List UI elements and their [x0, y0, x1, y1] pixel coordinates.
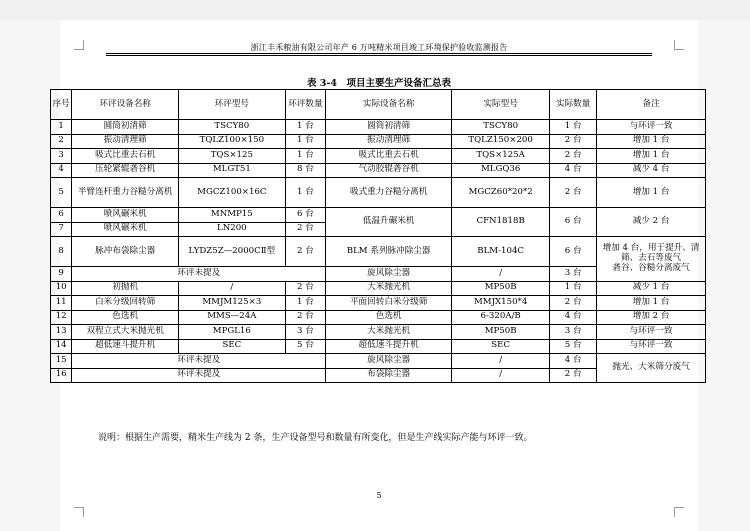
cell-eia-qty: 2 台 — [285, 222, 326, 237]
col-header: 备注 — [597, 90, 706, 120]
cell-act-name: 旋风除尘器 — [326, 267, 452, 282]
col-header: 实际型号 — [452, 90, 550, 120]
cell-no: 15 — [51, 354, 72, 369]
remark-text: 砻谷、谷糙分离废气 — [612, 262, 690, 273]
table-row — [51, 208, 706, 223]
table-header-row — [51, 90, 706, 120]
table-row — [51, 310, 706, 325]
cell-eia-name: 吸式比重去石机 — [72, 149, 179, 164]
cell-remark: 增加 2 台 — [597, 310, 706, 325]
cell-no: 10 — [51, 281, 72, 296]
cell-eia-qty: 8 台 — [285, 163, 326, 178]
cell-remark: 减少 2 台 — [597, 208, 706, 237]
cell-no: 4 — [51, 163, 72, 178]
cell-eia-name: 超低速斗提升机 — [72, 339, 179, 354]
cell-remark — [597, 237, 706, 282]
cell-act-model: / — [452, 368, 550, 383]
cell-no: 2 — [51, 134, 72, 149]
cell-act-model: CFN1818B — [452, 208, 550, 237]
cell-eia-name: 白米分级回转筛 — [72, 296, 179, 311]
header-rule — [106, 53, 652, 54]
cell-act-qty: 1 台 — [550, 120, 597, 135]
page-header: 浙江丰禾粮油有限公司年产 6 万吨精米项目竣工环境保护验收监测报告 — [250, 43, 508, 52]
cell-act-qty: 2 台 — [550, 368, 597, 383]
cell-eia-model: MMS—24A — [179, 310, 286, 325]
cell-eia-model: MLGT51 — [179, 163, 286, 178]
cell-act-name: 气动胶辊砻谷机 — [326, 163, 452, 178]
table-title: 表 3-4 项目主要生产设备汇总表 — [307, 78, 451, 89]
col-header: 序号 — [51, 90, 72, 120]
cell-no: 7 — [51, 222, 72, 237]
cell-act-model: MGCZ60*20*2 — [452, 178, 550, 208]
cell-eia-name: 双程立式大米抛光机 — [72, 325, 179, 340]
cell-act-qty: 4 台 — [550, 354, 597, 369]
cell-eia-qty: 2 台 — [285, 237, 326, 267]
cell-no: 6 — [51, 208, 72, 223]
cell-act-name: 布袋除尘器 — [326, 368, 452, 383]
cell-eia-model: MGCZ100×16C — [179, 178, 286, 208]
cell-remark: 增加 1 台 — [597, 296, 706, 311]
cell-remark: 减少 4 台 — [597, 163, 706, 178]
cell-eia-qty: 5 台 — [285, 339, 326, 354]
table-row — [51, 296, 706, 311]
cell-no: 8 — [51, 237, 72, 267]
cell-eia-name: 色选机 — [72, 310, 179, 325]
col-header: 环评设备名称 — [72, 90, 179, 120]
cell-remark: 增加 1 台 — [597, 134, 706, 149]
table-row — [51, 237, 706, 267]
cell-no: 1 — [51, 120, 72, 135]
cell-act-name: 大米抛光机 — [326, 325, 452, 340]
col-header: 环评数量 — [285, 90, 326, 120]
cell-eia-qty: 2 台 — [285, 281, 326, 296]
table-note: 说明：根据生产需要，精米生产线为 2 条，生产设备型号和数量有所变化，但是生产线实际产能与环评一致。 — [98, 433, 533, 443]
cell-eia-qty: 1 台 — [285, 134, 326, 149]
cell-act-name: 色选机 — [326, 310, 452, 325]
cell-act-name: 低温升碾米机 — [326, 208, 452, 237]
cell-no: 14 — [51, 339, 72, 354]
document-page — [52, 20, 700, 531]
cell-eia-model: TSCY80 — [179, 120, 286, 135]
cell-act-qty: 3 台 — [550, 267, 597, 282]
cell-act-name: 平面回转白米分级筛 — [326, 296, 452, 311]
cell-act-model: MLGQ36 — [452, 163, 550, 178]
cell-act-model: MP50B — [452, 281, 550, 296]
cell-eia-name: 喷风碾米机 — [72, 208, 179, 223]
cell-eia-name: 脉冲布袋除尘器 — [72, 237, 179, 267]
table-row — [51, 120, 706, 135]
cell-act-qty: 2 台 — [550, 178, 597, 208]
cell-act-model: BLM-104C — [452, 237, 550, 267]
cell-act-model: TSCY80 — [452, 120, 550, 135]
cell-remark: 增加 1 台 — [597, 149, 706, 164]
cell-eia-name: 圆筒初清筛 — [72, 120, 179, 135]
cell-remark: 与环评一致 — [597, 339, 706, 354]
remark-text: 增加 4 台，用于提升、清筛、去石等废气 — [602, 242, 700, 263]
cell-remark: 与环评一致 — [597, 120, 706, 135]
col-header: 环评型号 — [179, 90, 286, 120]
cell-eia-name: 振动清理筛 — [72, 134, 179, 149]
cell-eia-qty: 6 台 — [285, 208, 326, 223]
table-row — [51, 163, 706, 178]
viewer-toolbar-area — [0, 0, 750, 21]
cell-act-model: MMJX150*4 — [452, 296, 550, 311]
table-row — [51, 149, 706, 164]
cell-act-qty: 4 台 — [550, 163, 597, 178]
cell-eia-merged: 环评未提及 — [72, 354, 326, 369]
cell-act-name: BLM 系列脉冲除尘器 — [326, 237, 452, 267]
table-row — [51, 178, 706, 208]
crop-mark-bottom-left — [74, 507, 84, 517]
crop-mark-bottom-right — [674, 507, 684, 517]
cell-eia-qty: 1 台 — [285, 149, 326, 164]
cell-act-model: TQLZ150×200 — [452, 134, 550, 149]
cell-act-name: 大米抛光机 — [326, 281, 452, 296]
cell-eia-name: 喷风碾米机 — [72, 222, 179, 237]
cell-no: 13 — [51, 325, 72, 340]
cell-eia-name: 压轮紧辊砻谷机 — [72, 163, 179, 178]
cell-remark: 抛光、大米筛分废气 — [597, 354, 706, 383]
cell-eia-model: MMJM125×3 — [179, 296, 286, 311]
table-row — [51, 281, 706, 296]
table-row — [51, 325, 706, 340]
cell-act-model: TQS×125A — [452, 149, 550, 164]
cell-eia-model: SEC — [179, 339, 286, 354]
cell-eia-model: MNMP15 — [179, 208, 286, 223]
cell-act-name: 吸式比重去石机 — [326, 149, 452, 164]
cell-act-qty: 6 台 — [550, 208, 597, 237]
col-header: 实际设备名称 — [326, 90, 452, 120]
cell-eia-model: / — [179, 281, 286, 296]
page-number: 5 — [376, 491, 382, 500]
table-row — [51, 134, 706, 149]
cell-act-qty: 3 台 — [550, 325, 597, 340]
cell-act-model: MP50B — [452, 325, 550, 340]
cell-no: 11 — [51, 296, 72, 311]
cell-act-qty: 6 台 — [550, 237, 597, 267]
cell-eia-qty: 1 台 — [285, 120, 326, 135]
cell-eia-qty: 2 台 — [285, 310, 326, 325]
cell-act-qty: 2 台 — [550, 296, 597, 311]
cell-eia-merged: 环评未提及 — [72, 368, 326, 383]
cell-no: 16 — [51, 368, 72, 383]
col-header: 实际数量 — [550, 90, 597, 120]
cell-act-qty: 4 台 — [550, 310, 597, 325]
cell-remark: 与环评一致 — [597, 325, 706, 340]
header-rule-double — [106, 55, 652, 56]
equipment-table — [50, 89, 706, 383]
table-row — [51, 339, 706, 354]
cell-no: 9 — [51, 267, 72, 282]
cell-act-name: 吸式重力谷糙分离机 — [326, 178, 452, 208]
cell-eia-name: 半臂连杆重力谷糙分离机 — [72, 178, 179, 208]
cell-act-name: 圆筒初清筛 — [326, 120, 452, 135]
cell-eia-model: LN200 — [179, 222, 286, 237]
cell-eia-model: TQLZ100×150 — [179, 134, 286, 149]
cell-act-name: 振动清理筛 — [326, 134, 452, 149]
cell-act-qty: 1 台 — [550, 281, 597, 296]
cell-act-model: / — [452, 354, 550, 369]
cell-no: 12 — [51, 310, 72, 325]
cell-eia-merged: 环评未提及 — [72, 267, 326, 282]
cell-act-model: / — [452, 267, 550, 282]
cell-remark: 增加 1 台 — [597, 178, 706, 208]
cell-act-name: 旋风除尘器 — [326, 354, 452, 369]
cell-eia-qty: 1 台 — [285, 296, 326, 311]
cell-eia-model: TQS×125 — [179, 149, 286, 164]
cell-eia-name: 初抛机 — [72, 281, 179, 296]
cell-eia-model: MPGL16 — [179, 325, 286, 340]
cell-act-qty: 2 台 — [550, 149, 597, 164]
cell-no: 3 — [51, 149, 72, 164]
cell-eia-qty: 1 台 — [285, 178, 326, 208]
cell-remark: 减少 1 台 — [597, 281, 706, 296]
cell-no: 5 — [51, 178, 72, 208]
cell-act-qty: 2 台 — [550, 134, 597, 149]
cell-act-qty: 5 台 — [550, 339, 597, 354]
cell-act-name: 超低速斗提升机 — [326, 339, 452, 354]
cell-act-model: SEC — [452, 339, 550, 354]
cell-eia-model: LYDZ5Z—2000CⅡ型 — [179, 237, 286, 267]
cell-eia-qty: 3 台 — [285, 325, 326, 340]
table-row — [51, 354, 706, 369]
cell-act-model: 6-320A/B — [452, 310, 550, 325]
